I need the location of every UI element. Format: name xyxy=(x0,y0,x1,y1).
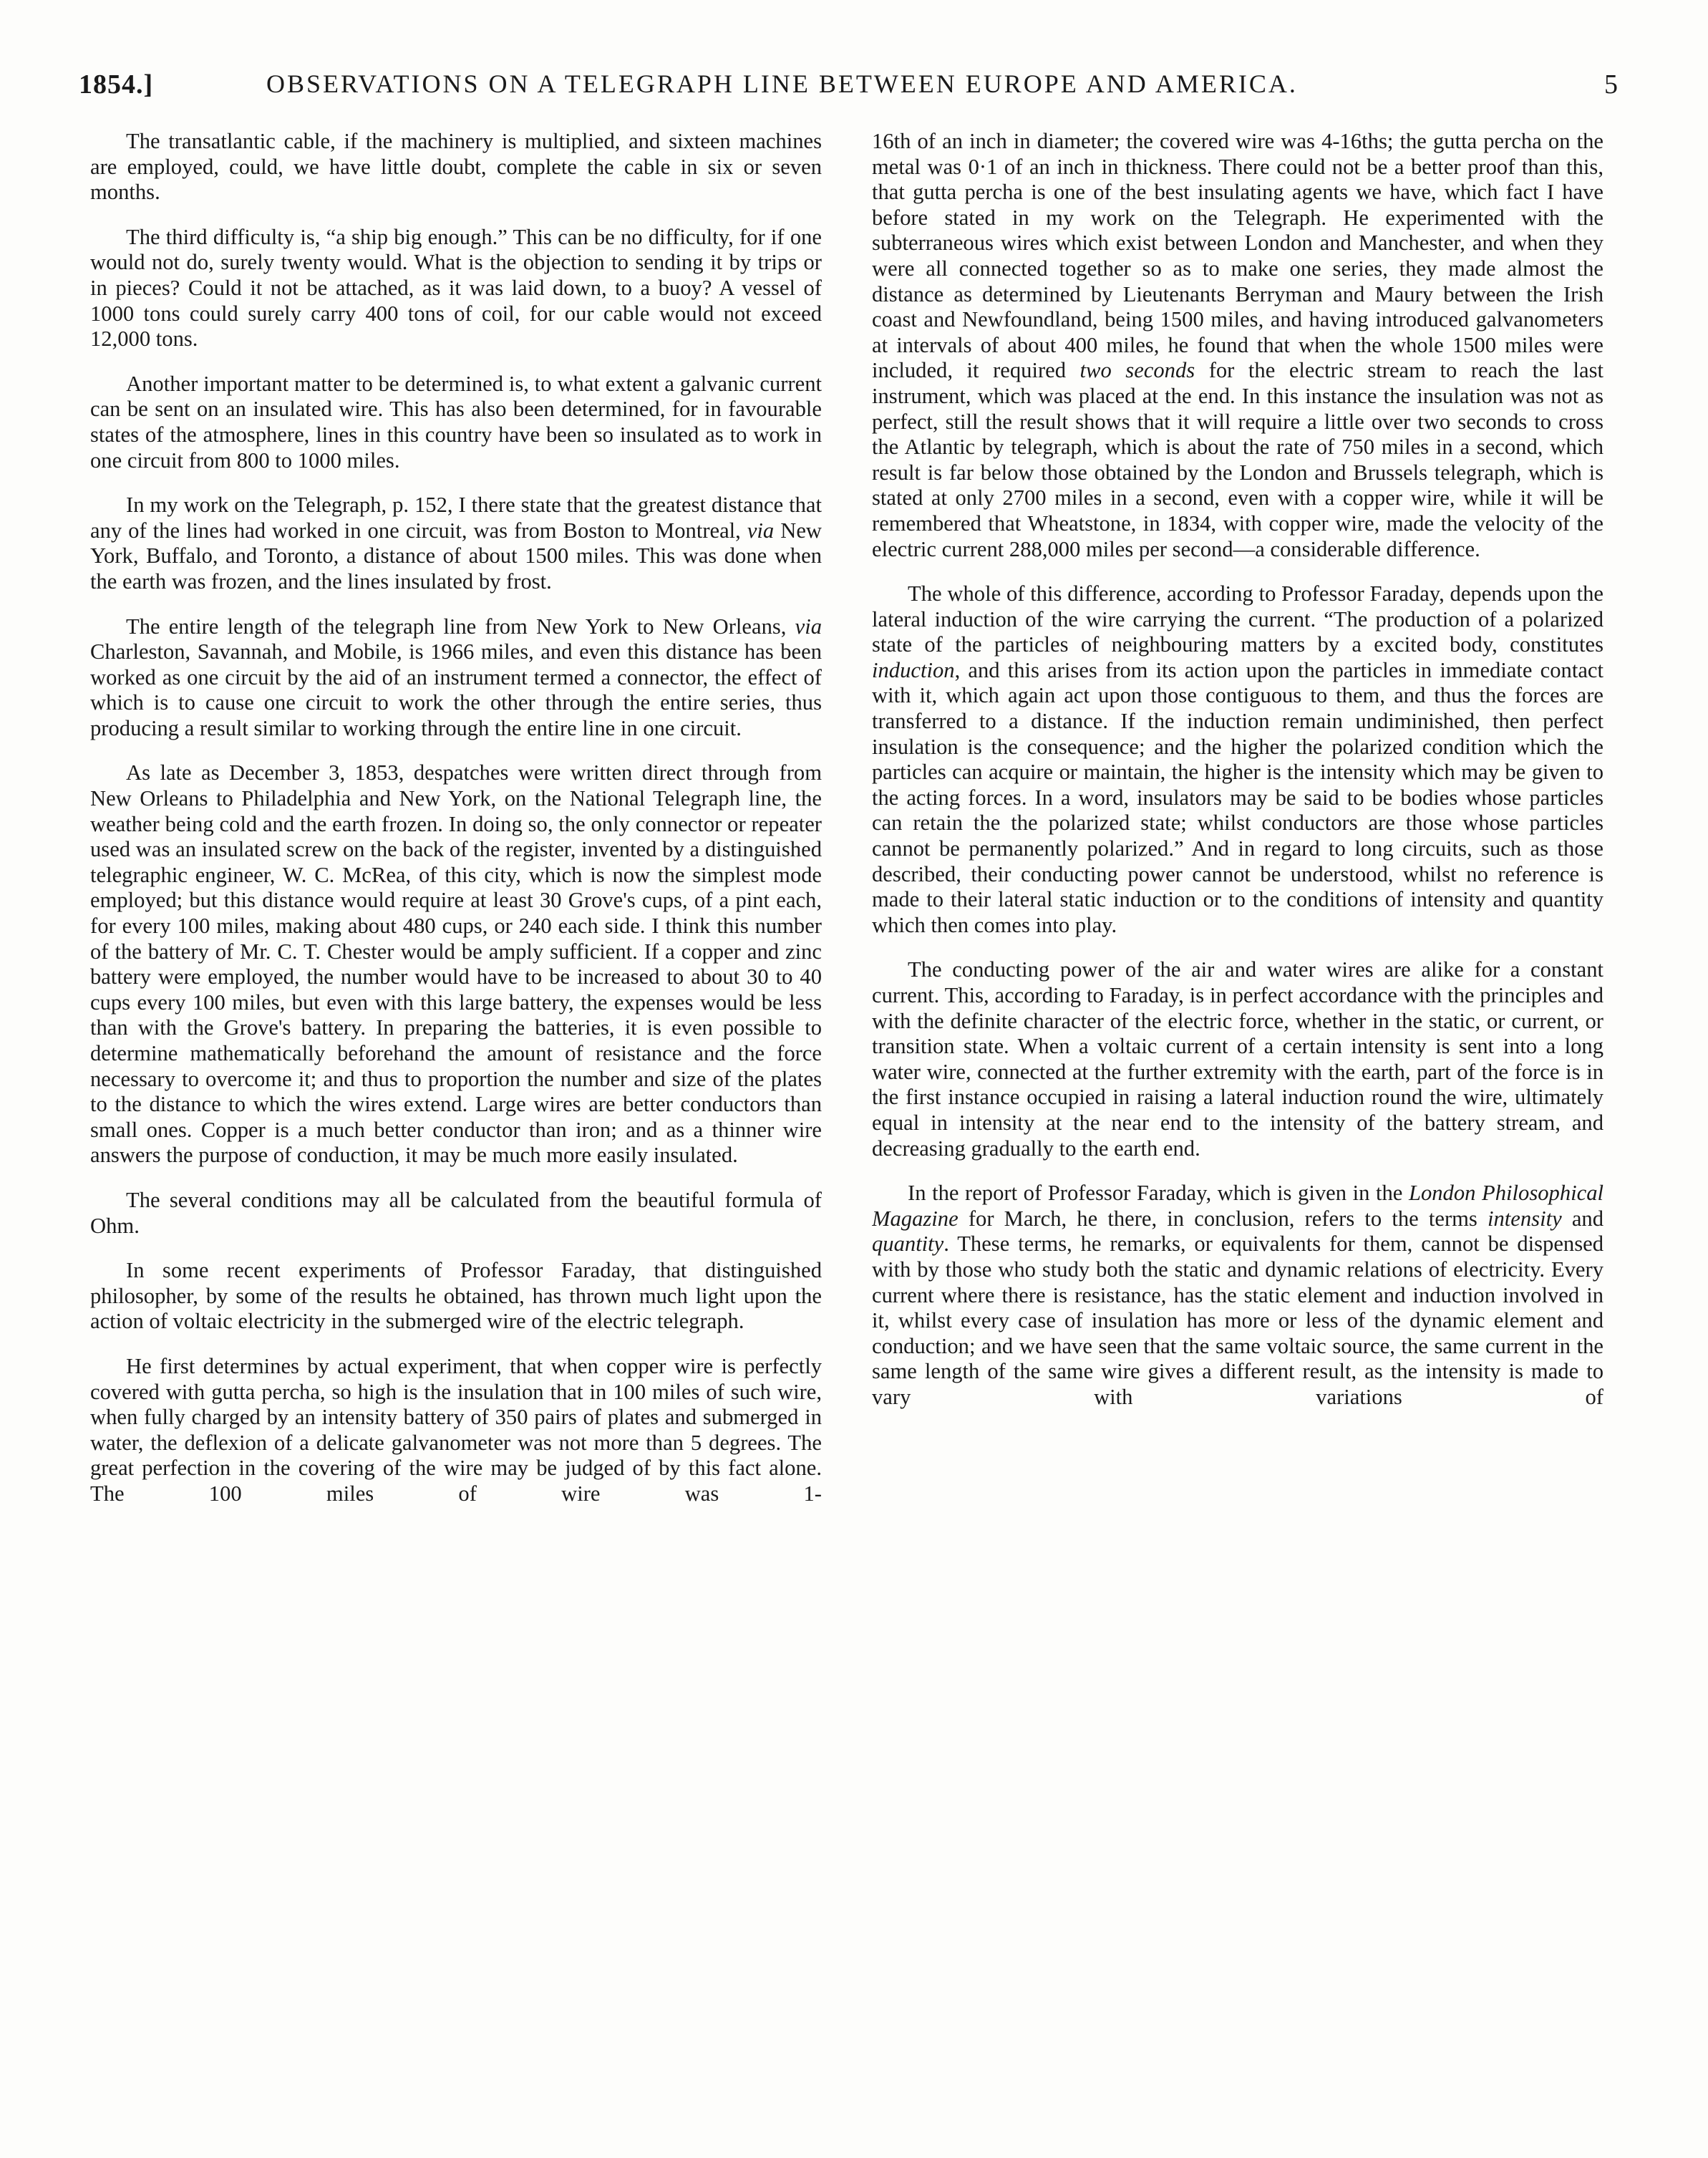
italic-text: induction xyxy=(872,657,955,682)
paragraph: He first determines by actual experiment, that when copper wire is perfectly covered with gutta percha, so high is the insulation that in 100 miles of such wire, when fully charged by an intensity battery of 350 pairs of plates and submerged in water, the deflexion of a delicate galvanometer was not more than 5 degrees. The great perfection in the covering of the wire may be judged of by this fact alone. The 100 miles of wire was 1- xyxy=(90,1353,822,1506)
header-title: OBSERVATIONS ON A TELEGRAPH LINE BETWEEN EUROPE AND AMERICA. xyxy=(266,69,1298,98)
text-run: New York, Buffalo, and Toronto, a distance of about 1500 miles. This was done when the earth was frozen, and the lines insulated by frost. xyxy=(90,518,822,594)
italic-text: via xyxy=(795,614,822,639)
text-run: , and this arises from its action upon the particles in immediate contact with it, which again act upon those contiguous to them, and thus the forces are transferred to a distance. If the induction remain undiminished, then perfect insulation is the consequence; and the higher the polarized condition which the particles can acquire or maintain, the higher is the intensity which may be given to the acting forces. In a word, insulators may be said to be bodies whose particles can retain the the polarized state; whilst conductors are those whose particles cannot be permanently polarized.” And in regard to long circuits, such as those described, their conducting power cannot be understood, whilst no reference is made to their lateral static induction or to the conditions of intensity and quantity which then comes into play. xyxy=(872,657,1603,937)
text-run: for the electric stream to reach the last instrument, which was placed at the end. In this instance the insulation was not as perfect, still the result shows that it will require a little over two seconds to cross the Atlantic by telegraph, which is about the rate of 750 miles in a second, which result is far below those obtained by the London and Brussels telegraph, which is stated at only 2700 miles in a second, even with a copper wire, while it will be remembered that Wheatstone, in 1834, with copper wire, made the velocity of the electric current 288,000 miles per second—a considerable difference. xyxy=(872,358,1603,561)
header-year: 1854.] xyxy=(79,69,154,100)
paragraph: In some recent experiments of Professor Faraday, that distinguished philosopher, by some of the results he obtained, has thrown much light upon the action of voltaic electricity in the submerged wire of the electric telegraph. xyxy=(90,1258,822,1334)
paragraph: Another important matter to be determined is, to what extent a galvanic current can be sent on an insulated wire. This has also been determined, for in favourable states of the atmosphere, lines in this country have been so insulated as to work in one circuit from 800 to 1000 miles. xyxy=(90,371,822,473)
paragraph xyxy=(90,493,822,594)
paragraph: The conducting power of the air and water wires are alike for a constant current. This, according to Faraday, is in perfect accordance with the principles and with the definite character of the electric force, whether in the static, or current, or transition state. When a voltaic current of a certain intensity is sent into a long water wire, connected at the further extremity with the earth, part of the force is in the first instance occupied in raising a lateral induction round the wire, ultimately equal in intensity at the near end to the intensity of the battery stream, and decreasing gradually to the earth end. xyxy=(872,957,1603,1161)
text-run: In my work on the Telegraph, p. 152, I there state that the greatest distance that any of the lines had worked in one circuit, was from Boston to Montreal, xyxy=(90,493,822,543)
paragraph xyxy=(872,1181,1603,1410)
text-run: . These terms, he remarks, or equivalents for them, cannot be dispensed with by those who study both the static and dynamic relations of electricity. Every current where there is resistance, has the static element and induction involved in it, whilst every case of insulation has more or less of the dynamic element and conduction; and we have seen that the same voltaic source, the same current in the same length of the same wire gives a different result, as the intensity is made to vary with variations of xyxy=(872,1232,1603,1409)
paragraph: The third difficulty is, “a ship big enough.” This can be no difficulty, for if one would not do, surely twenty would. What is the objection to sending it by trips or in pieces? Could it not be attached, as it was laid down, to a buoy? A vessel of 1000 tons could surely carry 400 tons of coil, for our cable would not exceed 12,000 tons. xyxy=(90,224,822,352)
text-run: The entire length of the telegraph line from New York to New Orleans, xyxy=(126,614,795,639)
italic-text: two seconds xyxy=(1079,358,1195,383)
paragraph xyxy=(872,129,1603,562)
paragraph: The transatlantic cable, if the machinery is multiplied, and sixteen machines are employed, could, we have little doubt, complete the cable in six or seven months. xyxy=(90,129,822,205)
left-column xyxy=(90,129,822,2119)
paragraph: The several conditions may all be calculated from the beautiful formula of Ohm. xyxy=(90,1187,822,1238)
italic-text: intensity xyxy=(1488,1206,1562,1231)
right-column xyxy=(872,129,1603,2119)
text-run: The whole of this difference, according to Professor Faraday, depends upon the lateral induction of the wire carrying the current. “The production of a polarized state of the particles of neighbouring matters by a excited body, constitutes xyxy=(872,581,1603,657)
page-number: 5 xyxy=(1604,69,1618,100)
text-run: 16th of an inch in diameter; the covered wire was 4-16ths; the gutta percha on the metal was 0·1 of an inch in thickness. There could not be a better proof than this, that gutta percha is one of the best insulating agents we have, which fact I have before stated in my work on the Telegraph. He experimented with the subterraneous wires which exist between London and Manchester, and when they were all connected together so as to make one series, they made almost the distance as determined by Lieutenants Berryman and Maury between the Irish coast and Newfoundland, being 1500 miles, and having introduced galvanometers at intervals of about 400 miles, he found that when the whole 1500 miles were included, it required xyxy=(872,129,1603,383)
text-run: for March, he there, in conclusion, refers to the terms xyxy=(958,1206,1488,1231)
text-run: and xyxy=(1561,1206,1603,1231)
italic-text: London Philosophical Magazine xyxy=(872,1181,1603,1231)
italic-text: quantity xyxy=(872,1232,944,1257)
text-run: In the report of Professor Faraday, which is given in the xyxy=(908,1181,1409,1206)
paragraph xyxy=(90,614,822,742)
paragraph xyxy=(872,581,1603,938)
italic-text: via xyxy=(747,518,775,543)
running-header xyxy=(79,69,1618,112)
paragraph: As late as December 3, 1853, despatches were written direct through from New Orleans to Philadelphia and New York, on the National Telegraph line, the weather being cold and the earth frozen. In doing so, the only connector or repeater used was an insulated screw on the back of the register, invented by a distinguished telegraphic engineer, W. C. McRea, of this city, which is now the simplest mode employed; but this distance would require at least 30 Grove's cups, of a pint each, for every 100 miles, making about 480 cups, or 240 each side. I think this number of the battery of Mr. C. T. Chester would be amply sufficient. If a copper and zinc battery were employed, the number would have to be increased to about 30 to 40 cups every 100 miles, but even with this large battery, the expenses would be less than with the Grove's battery. In preparing the batteries, it is even possible to determine mathematically beforehand the amount of resistance and the force necessary to overcome it; and thus to proportion the number and size of the plates to the distance to which the wires extend. Large wires are better conductors than small ones. Copper is a much better conductor than iron; and as a thinner wire answers the purpose of conduction, it may be much more easily insulated. xyxy=(90,760,822,1168)
text-run: Charleston, Savannah, and Mobile, is 1966 miles, and even this distance has been worked as one circuit by the aid of an instrument termed a connector, the effect of which is to cause one circuit to work the other through the entire series, thus producing a result similar to working through the entire line in one circuit. xyxy=(90,639,822,740)
